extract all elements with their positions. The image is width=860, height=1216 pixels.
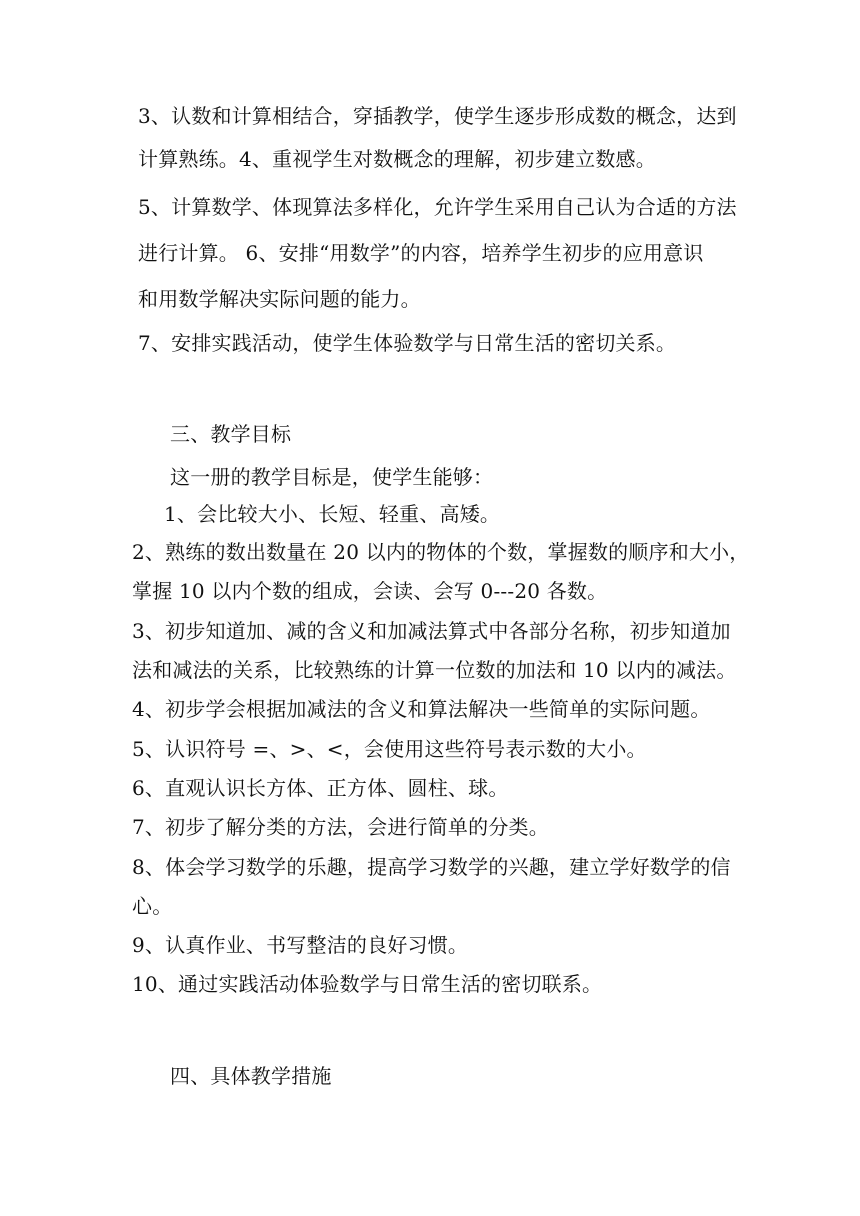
goal-item-continued: 掌握 10 以内个数的组成，会读、会写 0---20 各数。 bbox=[132, 579, 608, 603]
section-heading: 四、具体教学措施 bbox=[170, 1064, 332, 1088]
paragraph-line: 5、计算数学、体现算法多样化，允许学生采用自己认为合适的方法 bbox=[138, 195, 737, 219]
paragraph-line: 计算熟练。4、重视学生对数概念的理解，初步建立数感。 bbox=[138, 147, 656, 171]
paragraph-line: 3、认数和计算相结合，穿插教学，使学生逐步形成数的概念，达到 bbox=[138, 104, 737, 128]
goal-item: 6、直观认识长方体、正方体、圆柱、球。 bbox=[132, 776, 509, 800]
goal-item: 7、初步了解分类的方法，会进行简单的分类。 bbox=[132, 815, 549, 839]
goal-item: 4、初步学会根据加减法的含义和算法解决一些简单的实际问题。 bbox=[132, 697, 711, 721]
paragraph-line: 7、安排实践活动，使学生体验数学与日常生活的密切关系。 bbox=[138, 331, 677, 355]
paragraph-line: 进行计算。 6、安排“用数学”的内容，培养学生初步的应用意识 bbox=[138, 241, 704, 265]
goal-item: 10、通过实践活动体验数学与日常生活的密切联系。 bbox=[132, 972, 603, 996]
goal-item-continued: 法和减法的关系，比较熟练的计算一位数的加法和 10 以内的减法。 bbox=[132, 658, 737, 682]
goal-item: 9、认真作业、书写整洁的良好习惯。 bbox=[132, 933, 469, 957]
section-intro: 这一册的教学目标是，使学生能够： bbox=[170, 465, 494, 489]
paragraph-line: 和用数学解决实际问题的能力。 bbox=[138, 287, 421, 311]
goal-item: 3、初步知道加、减的含义和加减法算式中各部分名称，初步知道加 bbox=[132, 619, 731, 643]
goal-item: 8、体会学习数学的乐趣，提高学习数学的兴趣，建立学好数学的信 bbox=[132, 855, 731, 879]
section-heading: 三、教学目标 bbox=[170, 422, 292, 446]
goal-item: 5、认识符号 =、>、<，会使用这些符号表示数的大小。 bbox=[132, 737, 647, 761]
goal-item: 2、熟练的数出数量在 20 以内的物体的个数，掌握数的顺序和大小， bbox=[132, 540, 750, 564]
goal-item-continued: 心。 bbox=[132, 894, 173, 918]
goal-item: 1、会比较大小、长短、轻重、高矮。 bbox=[164, 502, 501, 526]
